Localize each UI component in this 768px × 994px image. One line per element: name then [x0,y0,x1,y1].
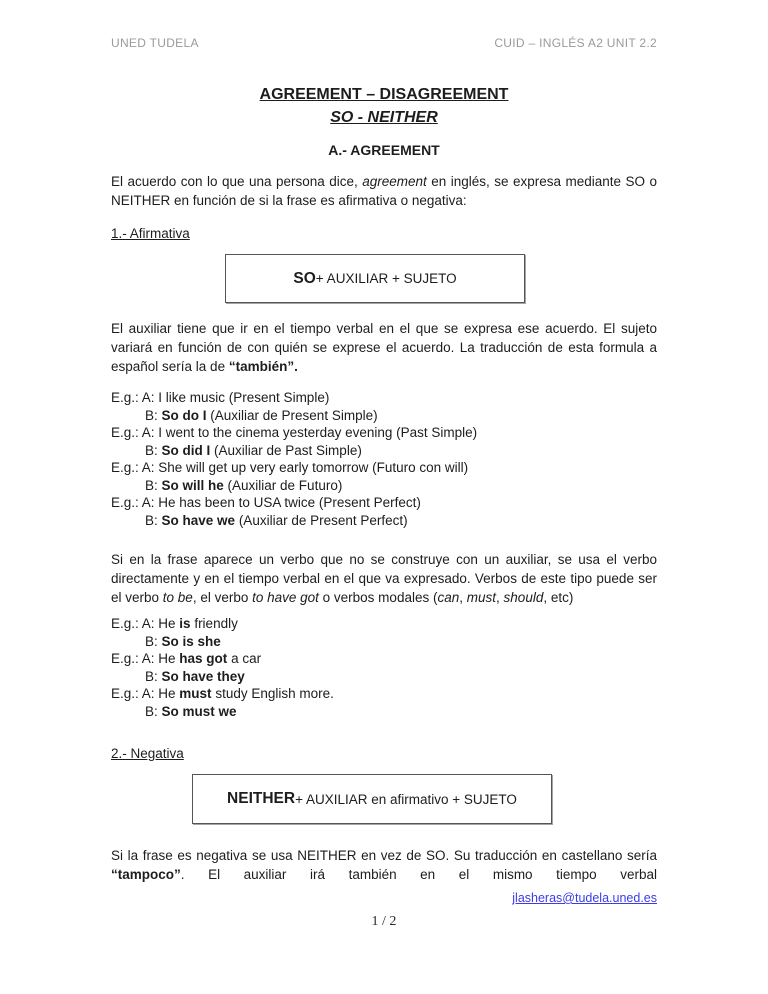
text-segment: B: [145,703,162,719]
text-segment: E.g.: A: He [111,686,180,701]
text-segment: . El auxiliar irá también en el mismo tiempo verbal [180,867,657,882]
text-segment: So have we [161,512,236,528]
text-segment: , [496,590,504,605]
text-segment: B: [145,512,162,528]
examples-auxiliary-list [111,389,657,529]
text-segment: E.g.: A: I went to the cinema yesterday evening (Past Simple) [111,425,478,440]
text-segment: en inglés, se expresa mediante SO o NEITHER en función de si la frase es afirmativa o negativa: [111,174,657,208]
text-segment: SO [293,269,316,287]
example-line [111,442,657,460]
example-line [111,389,657,407]
text-segment: “también”. [228,359,298,374]
example-line [111,477,657,495]
header-left: UNED TUDELA [111,36,199,50]
author-email-link[interactable]: jlasheras@tudela.uned.es [512,891,657,905]
text-segment: Si la frase es negativa se usa NEITHER en vez de SO. Su traducción en castellano sería [111,848,657,863]
text-segment: must [466,590,497,605]
affirmative-heading: 1.- Afirmativa [111,226,190,241]
text-segment: E.g.: A: I like music (Present Simple) [111,390,330,405]
text-segment: , [459,590,467,605]
text-segment: El auxiliar tiene que ir en el tiempo verbal en el que se expresa ese acuerdo. El sujeto variará en función de con quién se exprese el acuerdo. La traducción de esta formula a español sería la de [111,321,657,374]
page-number: 1 / 2 [371,914,397,929]
text-segment: a car [227,651,262,666]
text-segment: to have got [252,590,319,605]
text-segment: (Auxiliar de Present Simple) [206,407,378,423]
example-line [111,703,657,721]
section-a-heading: A.- AGREEMENT [328,142,440,158]
text-segment: NEITHER [227,790,296,807]
text-segment: So do I [161,407,207,423]
text-segment: is [179,616,191,631]
text-segment: agreement [362,174,427,189]
text-segment: Si en la frase aparece un verbo que no se construye con un auxiliar, se usa el verbo directamente y en el tiempo verbal en el que va expresado. Verbos de este tipo puede ser el verbo [111,552,657,605]
text-segment: friendly [190,616,238,631]
text-segment: El acuerdo con lo que una persona dice, [111,174,363,189]
text-segment: So have they [161,668,245,684]
text-segment: (Auxiliar de Past Simple) [210,442,362,458]
text-segment: E.g.: A: She will get up very early tomorrow (Futuro con will) [111,460,469,475]
example-line [111,424,657,442]
text-segment: E.g.: A: He [111,651,180,666]
text-segment: B: [145,442,162,458]
intro-paragraph [111,172,657,210]
example-line [111,459,657,477]
document-subtitle: SO - NEITHER [330,109,438,126]
example-line [111,685,657,703]
example-line [111,615,657,633]
header-right: CUID – INGLÉS A2 UNIT 2.2 [494,36,657,50]
text-segment: So will he [161,477,224,493]
text-segment: B: [145,407,162,423]
example-line [111,650,657,668]
text-segment: , etc) [543,590,574,605]
text-segment: study English more. [211,686,334,701]
text-segment: o verbos modales ( [318,590,438,605]
text-segment: E.g.: A: He has been to USA twice (Present Perfect) [111,495,421,510]
text-segment: B: [145,668,162,684]
example-line [111,633,657,651]
negative-explanation [111,846,657,884]
text-segment: (Auxiliar de Present Perfect) [235,512,408,528]
example-line [111,512,657,530]
text-segment: E.g.: A: He [111,616,180,631]
title-block [111,83,657,129]
affirmative-explanation [111,319,657,376]
so-formula-box [225,254,525,303]
negative-heading: 2.- Negativa [111,746,184,761]
footer-email-row [111,891,657,905]
text-segment: should [503,590,544,605]
example-line [111,668,657,686]
examples-no-auxiliary-list [111,615,657,720]
page-header [111,36,657,50]
text-segment: B: [145,477,162,493]
example-line [111,407,657,425]
text-segment: has got [179,651,228,666]
text-segment: B: [145,633,162,649]
text-segment: So is she [161,633,221,649]
text-segment: , el verbo [192,590,253,605]
document-title: AGREEMENT – DISAGREEMENT [259,86,509,103]
example-line [111,494,657,512]
no-auxiliary-note [111,550,657,607]
text-segment: (Auxiliar de Futuro) [223,477,343,493]
text-segment: can [437,590,460,605]
text-segment: must [179,686,212,701]
neither-formula-box [192,774,552,824]
text-segment: + AUXILIAR + SUJETO [315,271,457,286]
text-segment: So must we [161,703,237,719]
text-segment: So did I [161,442,211,458]
text-segment: “tampoco” [111,867,181,882]
text-segment: + AUXILIAR en afirmativo + SUJETO [295,791,517,807]
text-segment: to be [162,590,193,605]
